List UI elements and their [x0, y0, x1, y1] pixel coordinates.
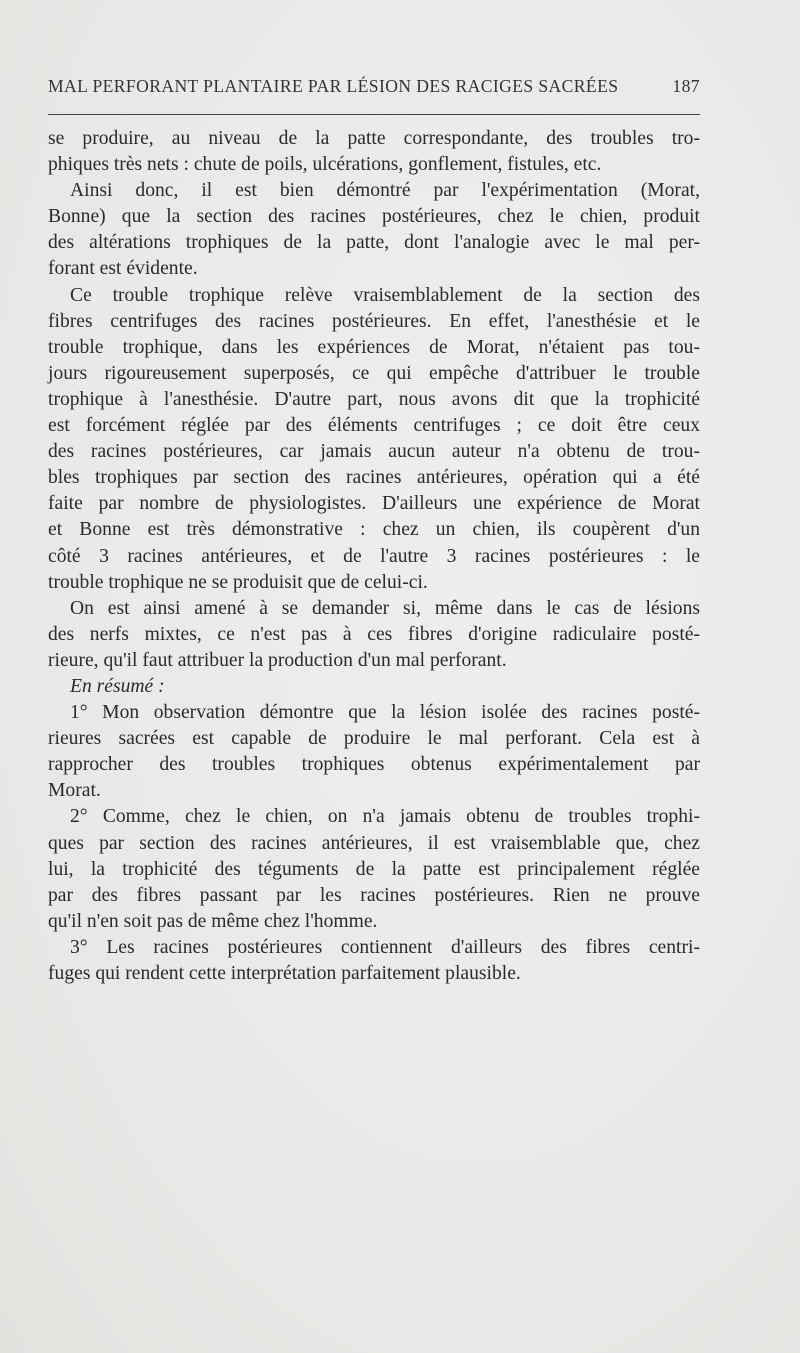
text-line: trouble trophique, dans les expériences de Morat, n'étaient pas tou-: [48, 336, 700, 358]
text-line: jours rigoureusement superposés, ce qui empêche d'attribuer le trouble: [48, 362, 700, 384]
running-head: [48, 76, 700, 97]
text-line: des racines postérieures, car jamais aucun auteur n'a obtenu de trou-: [48, 441, 700, 463]
text-line: ques par section des racines antérieures, il est vraisemblable que, chez: [48, 832, 700, 854]
text-line: phiques très nets : chute de poils, ulcérations, gonflement, fistules, etc.: [48, 154, 602, 176]
text-line: lui, la trophicité des téguments de la patte est principalement réglée: [48, 858, 700, 880]
text-line: par des fibres passant par les racines postérieures. Rien ne prouve: [48, 884, 700, 906]
text-line: 3° Les racines postérieures contiennent d'ailleurs des fibres centri-: [70, 936, 700, 958]
text-line: trophique à l'anesthésie. D'autre part, nous avons dit que la trophicité: [48, 388, 700, 410]
text-line: se produire, au niveau de la patte correspondante, des troubles tro-: [48, 128, 700, 149]
text-line: rieure, qu'il faut attribuer la production d'un mal perforant.: [48, 649, 507, 671]
text-line: fibres centrifuges des racines postérieures. En effet, l'anesthésie et le: [48, 310, 700, 332]
text-line: et Bonne est très démonstrative : chez un chien, ils coupèrent d'un: [48, 519, 700, 541]
text-line: côté 3 racines antérieures, et de l'autre 3 racines postérieures : le: [48, 545, 700, 567]
text-line: Ainsi donc, il est bien démontré par l'expérimentation (Morat,: [70, 180, 700, 202]
text-line: des altérations trophiques de la patte, dont l'analogie avec le mal per-: [48, 232, 700, 254]
text-line: faite par nombre de physiologistes. D'ailleurs une expérience de Morat: [48, 493, 700, 515]
text-line: trouble trophique ne se produisit que de celui-ci.: [48, 571, 428, 593]
text-line: On est ainsi amené à se demander si, même dans le cas de lésions: [70, 597, 700, 619]
text-line: 1° Mon observation démontre que la lésion isolée des racines posté-: [70, 702, 700, 724]
header-rule: [48, 114, 700, 115]
text-line: Ce trouble trophique relève vraisemblablement de la section des: [70, 284, 700, 306]
text-line: forant est évidente.: [48, 258, 198, 280]
body-text: [48, 126, 700, 987]
text-line: rapprocher des troubles trophiques obtenus expérimentalement par: [48, 754, 700, 776]
text-line: fuges qui rendent cette interprétation parfaitement plausible.: [48, 963, 521, 984]
text-line: bles trophiques par section des racines antérieures, opération qui a été: [48, 467, 700, 489]
text-line: 2° Comme, chez le chien, on n'a jamais obtenu de troubles trophi-: [70, 806, 700, 828]
running-title: MAL PERFORANT PLANTAIRE PAR LÉSION DES RACIGES SACRÉES: [48, 76, 619, 96]
text-line: est forcément réglée par des éléments centrifuges ; ce doit être ceux: [48, 415, 700, 437]
text-line: qu'il n'en soit pas de même chez l'homme.: [48, 910, 378, 932]
text-line: Morat.: [48, 780, 101, 802]
text-line: des nerfs mixtes, ce n'est pas à ces fibres d'origine radiculaire posté-: [48, 623, 700, 645]
text-line: Bonne) que la section des racines postérieures, chez le chien, produit: [48, 206, 700, 228]
page-number: 187: [672, 76, 700, 96]
section-heading-en-resume: En résumé :: [70, 675, 165, 697]
text-line: rieures sacrées est capable de produire le mal perforant. Cela est à: [48, 728, 700, 750]
